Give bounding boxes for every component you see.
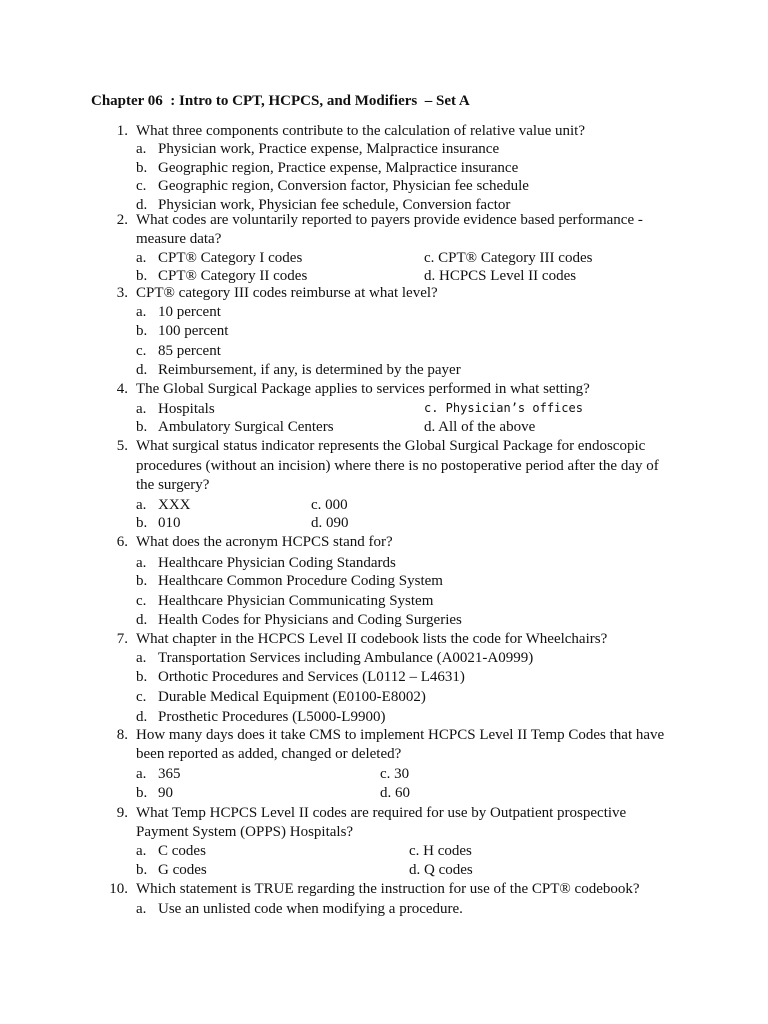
option-right-column: c. 000 [311,497,348,513]
option-right-column: c. 30 [380,766,410,782]
option-text: Healthcare Common Procedure Coding System [158,573,443,589]
question-text: the surgery? [136,477,210,493]
option-letter: a. [136,497,147,513]
option-text: G codes [158,862,207,878]
option-text: Durable Medical Equipment (E0100-E8002) [158,689,426,705]
option-letter: b. [136,268,148,284]
question-number: 4. [116,381,128,397]
question-number: 1. [116,123,128,139]
question-text: measure data? [136,231,222,247]
option-letter: b. [136,785,148,801]
question-text: Payment System (OPPS) Hospitals? [136,824,354,840]
option-letter: b. [136,419,148,435]
question-text: The Global Surgical Package applies to services performed in what setting? [136,381,590,397]
option-text: Transportation Services including Ambulance (A0021-A0999) [158,650,534,666]
option-letter: b. [136,323,148,339]
option-text: 90 [158,785,173,801]
question-number: 3. [116,285,128,301]
option-text: Geographic region, Practice expense, Malpractice insurance [158,160,519,176]
question-text: What Temp HCPCS Level II codes are required for use by Outpatient prospective [136,805,627,821]
option-text: CPT® Category II codes [158,268,308,284]
question-text: What does the acronym HCPCS stand for? [136,534,393,550]
question-number: 5. [116,438,128,454]
option-letter: c. [136,178,147,194]
question-number: 10. [109,881,128,897]
option-letter: d. [136,197,148,213]
option-text: CPT® Category I codes [158,250,303,266]
option-letter: a. [136,901,147,917]
option-text: Use an unlisted code when modifying a procedure. [158,901,463,917]
option-text: Hospitals [158,401,215,417]
option-text: Healthcare Physician Coding Standards [158,555,396,571]
option-text: Reimbursement, if any, is determined by the payer [158,362,461,378]
document-title: Chapter 06 : Intro to CPT, HCPCS, and Modifiers – Set A [91,93,470,109]
question-text: What surgical status indicator represents the Global Surgical Package for endoscopic [136,438,646,454]
option-text: Ambulatory Surgical Centers [158,419,334,435]
option-text: Physician work, Practice expense, Malpractice insurance [158,141,500,157]
option-text: Health Codes for Physicians and Coding Surgeries [158,612,462,628]
option-right-column: d. HCPCS Level II codes [424,268,577,284]
option-text: 10 percent [158,304,221,320]
question-text: What codes are voluntarily reported to payers provide evidence based performance - [136,212,643,228]
option-right-column: d. Q codes [409,862,473,878]
option-letter: a. [136,141,147,157]
option-letter: b. [136,160,148,176]
question-number: 6. [116,534,128,550]
question-number: 7. [116,631,128,647]
option-letter: b. [136,515,148,531]
option-text: 100 percent [158,323,229,339]
question-text: been reported as added, changed or deleted? [136,746,402,762]
option-letter: d. [136,709,148,725]
option-right-column: c. CPT® Category III codes [424,250,593,266]
option-right-column: d. 090 [311,515,349,531]
option-text: Prosthetic Procedures (L5000-L9900) [158,709,386,725]
option-text: XXX [158,497,191,513]
option-letter: d. [136,362,148,378]
option-text: 365 [158,766,181,782]
option-letter: c. [136,593,147,609]
question-number: 2. [116,212,128,228]
option-letter: a. [136,304,147,320]
option-letter: a. [136,401,147,417]
option-text: Geographic region, Conversion factor, Physician fee schedule [158,178,529,194]
option-letter: a. [136,650,147,666]
question-text: What chapter in the HCPCS Level II codebook lists the code for Wheelchairs? [136,631,608,647]
question-number: 8. [116,727,128,743]
question-text: How many days does it take CMS to implement HCPCS Level II Temp Codes that have [136,727,665,743]
option-right-column: c. H codes [409,843,472,859]
option-letter: a. [136,555,147,571]
question-text: CPT® category III codes reimburse at what level? [136,285,438,301]
question-text: Which statement is TRUE regarding the instruction for use of the CPT® codebook? [136,881,640,897]
question-number: 9. [116,805,128,821]
option-right-column: d. All of the above [424,419,536,435]
option-letter: c. [136,343,147,359]
option-letter: c. [136,689,147,705]
option-text: Healthcare Physician Communicating System [158,593,434,609]
option-letter: b. [136,862,148,878]
option-letter: a. [136,766,147,782]
option-right-column: d. 60 [380,785,410,801]
option-text: 85 percent [158,343,221,359]
option-letter: b. [136,573,148,589]
question-text: What three components contribute to the calculation of relative value unit? [136,123,585,139]
option-text: 010 [158,515,181,531]
option-letter: a. [136,843,147,859]
option-text: C codes [158,843,206,859]
question-text: procedures (without an incision) where there is no postoperative period after the day of [136,458,659,474]
option-letter: a. [136,250,147,266]
option-text: Physician work, Physician fee schedule, Conversion factor [158,197,511,213]
option-text: Orthotic Procedures and Services (L0112 – L4631) [158,669,465,685]
option-right-column: c. Physician’s offices [424,401,583,415]
option-letter: d. [136,612,148,628]
option-letter: b. [136,669,148,685]
